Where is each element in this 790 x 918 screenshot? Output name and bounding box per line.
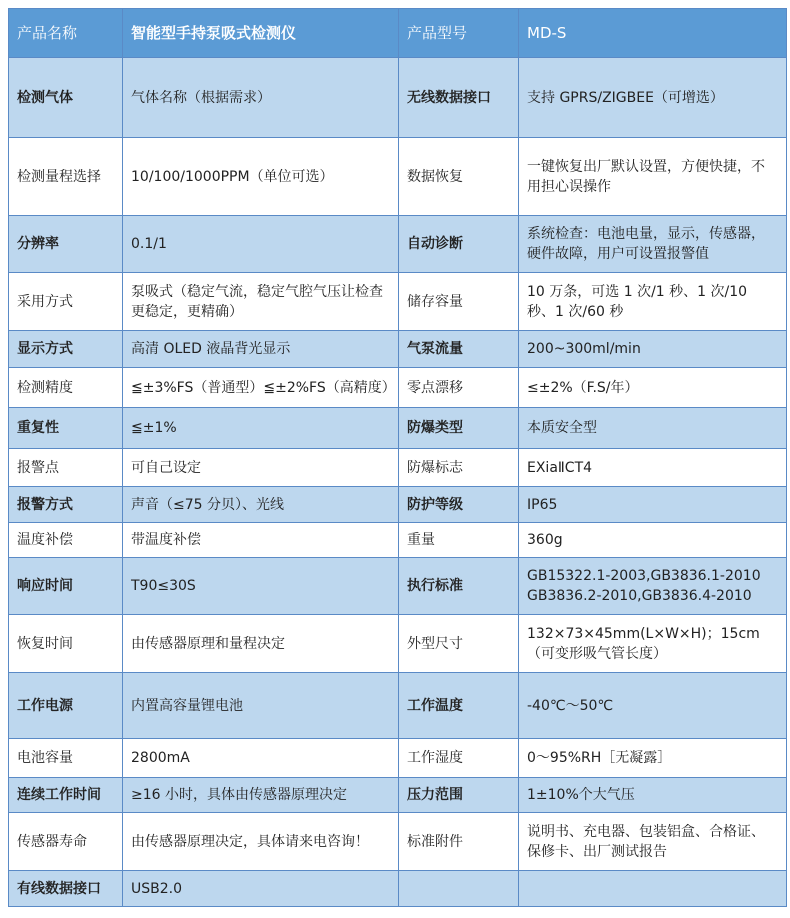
spec-value: EXiaⅡCT4: [519, 449, 787, 487]
table-row: [9, 778, 787, 813]
spec-value: T90≤30S: [123, 558, 399, 615]
spec-label: 显示方式: [9, 331, 123, 368]
spec-label: 储存容量: [399, 273, 519, 331]
table-row: [9, 216, 787, 273]
spec-value: ≦±1%: [123, 408, 399, 449]
spec-label: 零点漂移: [399, 368, 519, 408]
spec-label: 数据恢复: [399, 138, 519, 216]
table-row: [9, 449, 787, 487]
spec-value: 声音（≤75 分贝）、光线: [123, 487, 399, 523]
spec-value: 1±10%个大气压: [519, 778, 787, 813]
product-model-value: MD-S: [519, 9, 787, 58]
product-model-label: 产品型号: [399, 9, 519, 58]
table-row: [9, 813, 787, 871]
spec-value: 10 万条，可选 1 次/1 秒、1 次/10 秒、1 次/60 秒: [519, 273, 787, 331]
spec-value: ≤±2%（F.S/年）: [519, 368, 787, 408]
spec-label: 重复性: [9, 408, 123, 449]
spec-label: 重量: [399, 523, 519, 558]
table-row: [9, 408, 787, 449]
spec-value: USB2.0: [123, 871, 399, 907]
spec-label: 报警方式: [9, 487, 123, 523]
spec-label: 恢复时间: [9, 615, 123, 673]
spec-label: 防爆标志: [399, 449, 519, 487]
spec-label: 响应时间: [9, 558, 123, 615]
spec-value: IP65: [519, 487, 787, 523]
spec-value: 内置高容量锂电池: [123, 673, 399, 739]
table-row: [9, 487, 787, 523]
spec-label: [399, 871, 519, 907]
spec-value: 360g: [519, 523, 787, 558]
spec-label: 工作温度: [399, 673, 519, 739]
table-row: [9, 368, 787, 408]
spec-value: 由传感器原理和量程决定: [123, 615, 399, 673]
spec-value: 2800mA: [123, 739, 399, 778]
spec-label: 工作湿度: [399, 739, 519, 778]
table-row: [9, 558, 787, 615]
spec-value: 200~300ml/min: [519, 331, 787, 368]
spec-value: 气体名称（根据需求）: [123, 58, 399, 138]
spec-value: 可自己设定: [123, 449, 399, 487]
spec-value: 高清 OLED 液晶背光显示: [123, 331, 399, 368]
spec-label: 有线数据接口: [9, 871, 123, 907]
spec-table: [8, 8, 787, 907]
spec-value: 支持 GPRS/ZIGBEE（可增选）: [519, 58, 787, 138]
spec-value: 泵吸式（稳定气流，稳定气腔气压让检查更稳定，更精确）: [123, 273, 399, 331]
table-row: [9, 739, 787, 778]
spec-value: GB15322.1-2003,GB3836.1-2010 GB3836.2-2010,GB3836.4-2010: [519, 558, 787, 615]
spec-label: 连续工作时间: [9, 778, 123, 813]
table-row: [9, 273, 787, 331]
spec-label: 压力范围: [399, 778, 519, 813]
spec-value: 132×73×45mm(L×W×H)；15cm（可变形吸气管长度）: [519, 615, 787, 673]
spec-label: 分辨率: [9, 216, 123, 273]
spec-value: 0.1/1: [123, 216, 399, 273]
spec-label: 检测精度: [9, 368, 123, 408]
spec-value: 说明书、充电器、包装铝盒、合格证、保修卡、出厂测试报告: [519, 813, 787, 871]
table-row: [9, 673, 787, 739]
spec-label: 工作电源: [9, 673, 123, 739]
spec-label: 报警点: [9, 449, 123, 487]
spec-label: 温度补偿: [9, 523, 123, 558]
spec-label: 执行标准: [399, 558, 519, 615]
spec-label: 外型尺寸: [399, 615, 519, 673]
spec-value: ≦±3%FS（普通型）≦±2%FS（高精度）: [123, 368, 399, 408]
spec-label: 检测气体: [9, 58, 123, 138]
spec-value: 系统检查：电池电量，显示，传感器，硬件故障，用户可设置报警值: [519, 216, 787, 273]
spec-label: 检测量程选择: [9, 138, 123, 216]
spec-value: 10/100/1000PPM（单位可选）: [123, 138, 399, 216]
spec-value: ≥16 小时，具体由传感器原理决定: [123, 778, 399, 813]
spec-label: 电池容量: [9, 739, 123, 778]
spec-value: -40℃～50℃: [519, 673, 787, 739]
table-row: [9, 58, 787, 138]
spec-value: [519, 871, 787, 907]
header-row: [9, 9, 787, 58]
spec-value: 一键恢复出厂默认设置，方便快捷，不用担心误操作: [519, 138, 787, 216]
spec-label: 自动诊断: [399, 216, 519, 273]
product-name-value: 智能型手持泵吸式检测仪: [123, 9, 399, 58]
spec-label: 防爆类型: [399, 408, 519, 449]
spec-label: 防护等级: [399, 487, 519, 523]
table-row: [9, 615, 787, 673]
spec-label: 无线数据接口: [399, 58, 519, 138]
spec-label: 标准附件: [399, 813, 519, 871]
spec-label: 气泵流量: [399, 331, 519, 368]
spec-value: 带温度补偿: [123, 523, 399, 558]
table-row: [9, 138, 787, 216]
spec-label: 传感器寿命: [9, 813, 123, 871]
spec-value: 由传感器原理决定，具体请来电咨询！: [123, 813, 399, 871]
spec-value: 本质安全型: [519, 408, 787, 449]
spec-label: 采用方式: [9, 273, 123, 331]
table-row: [9, 871, 787, 907]
spec-value: 0～95%RH［无凝露］: [519, 739, 787, 778]
table-row: [9, 331, 787, 368]
product-name-label: 产品名称: [9, 9, 123, 58]
table-row: [9, 523, 787, 558]
